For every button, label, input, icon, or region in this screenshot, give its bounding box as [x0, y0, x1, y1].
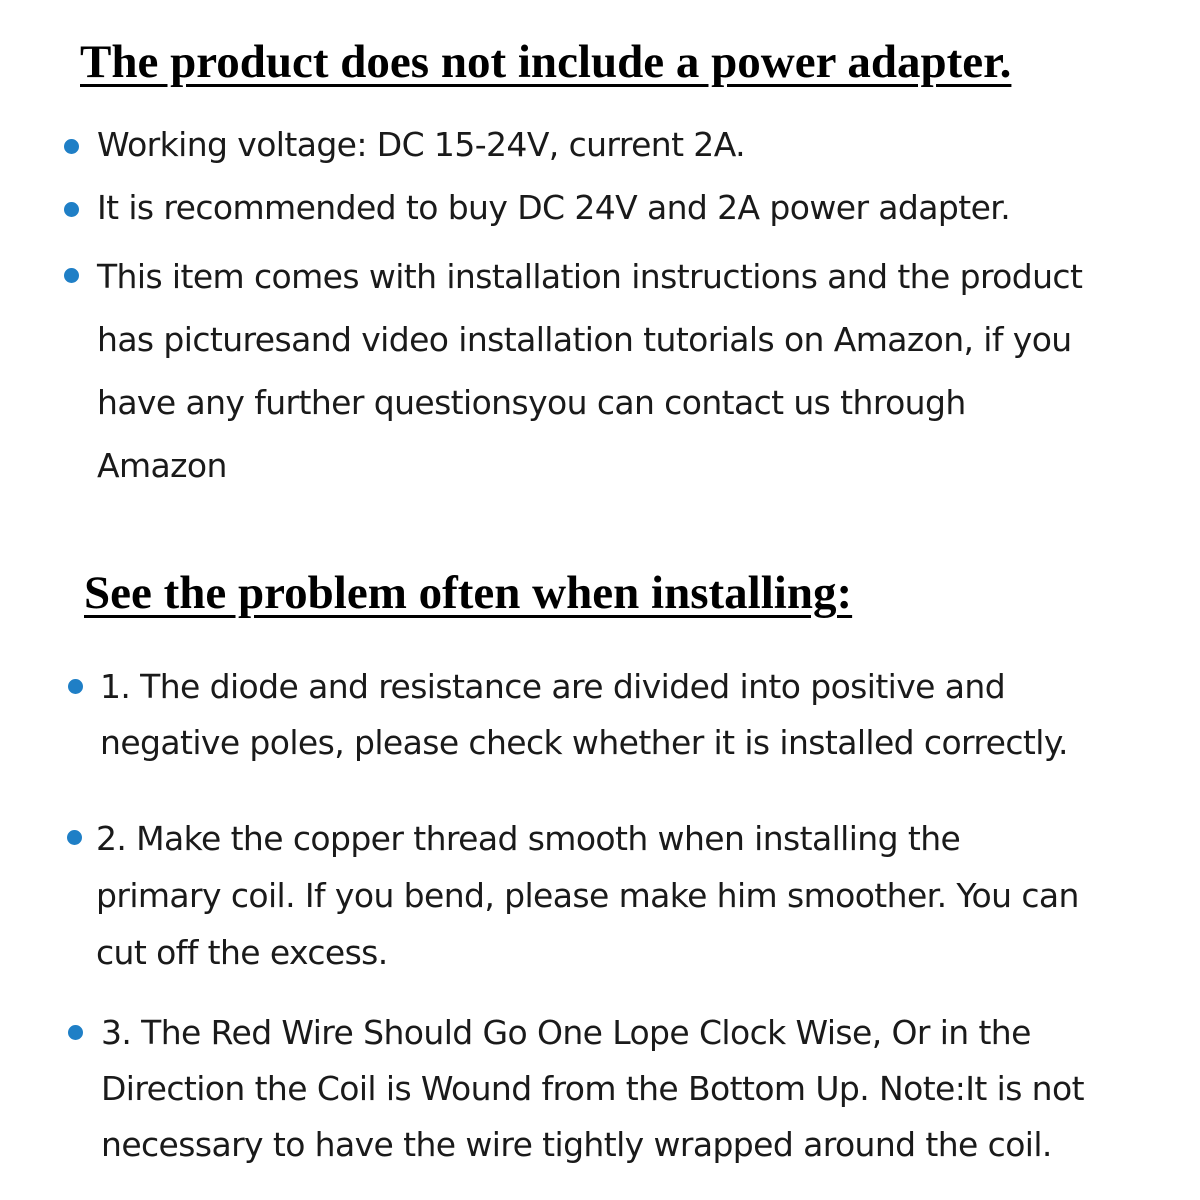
list-item-text: This item comes with installation instructions and the product: [97, 257, 1083, 296]
bullet-dot-icon: [68, 1025, 83, 1040]
list-item-text: It is recommended to buy DC 24V and 2A power adapter.: [97, 188, 1011, 227]
list-item-text: Amazon: [97, 446, 227, 485]
list-item-text: Direction the Coil is Wound from the Bottom Up. Note:It is not: [101, 1069, 1084, 1108]
list-item-text: 3. The Red Wire Should Go One Lope Clock Wise, Or in the: [101, 1013, 1031, 1052]
bullet-dot-icon: [64, 268, 79, 283]
bullet-dot-icon: [64, 202, 79, 217]
list-item-text: 1. The diode and resistance are divided into positive and: [100, 667, 1006, 706]
list-item-text: 2. Make the copper thread smooth when installing the: [96, 819, 961, 858]
list-item-text: necessary to have the wire tightly wrapped around the coil.: [101, 1125, 1052, 1164]
bullet-dot-icon: [64, 139, 79, 154]
bullet-dot-icon: [67, 830, 82, 845]
list-item-text: negative poles, please check whether it is installed correctly.: [100, 723, 1068, 762]
list-item-text: have any further questionsyou can contact us through: [97, 383, 966, 422]
problems-heading: See the problem often when installing:: [84, 567, 853, 619]
list-item-text: Working voltage: DC 15-24V, current 2A.: [97, 125, 745, 164]
list-item-text: has picturesand video installation tutorials on Amazon, if you: [97, 320, 1072, 359]
list-item-text: primary coil. If you bend, please make him smoother. You can: [96, 876, 1079, 915]
bullet-dot-icon: [68, 679, 83, 694]
notice-heading: The product does not include a power adapter.: [80, 36, 1012, 88]
list-item-text: cut off the excess.: [96, 933, 388, 972]
